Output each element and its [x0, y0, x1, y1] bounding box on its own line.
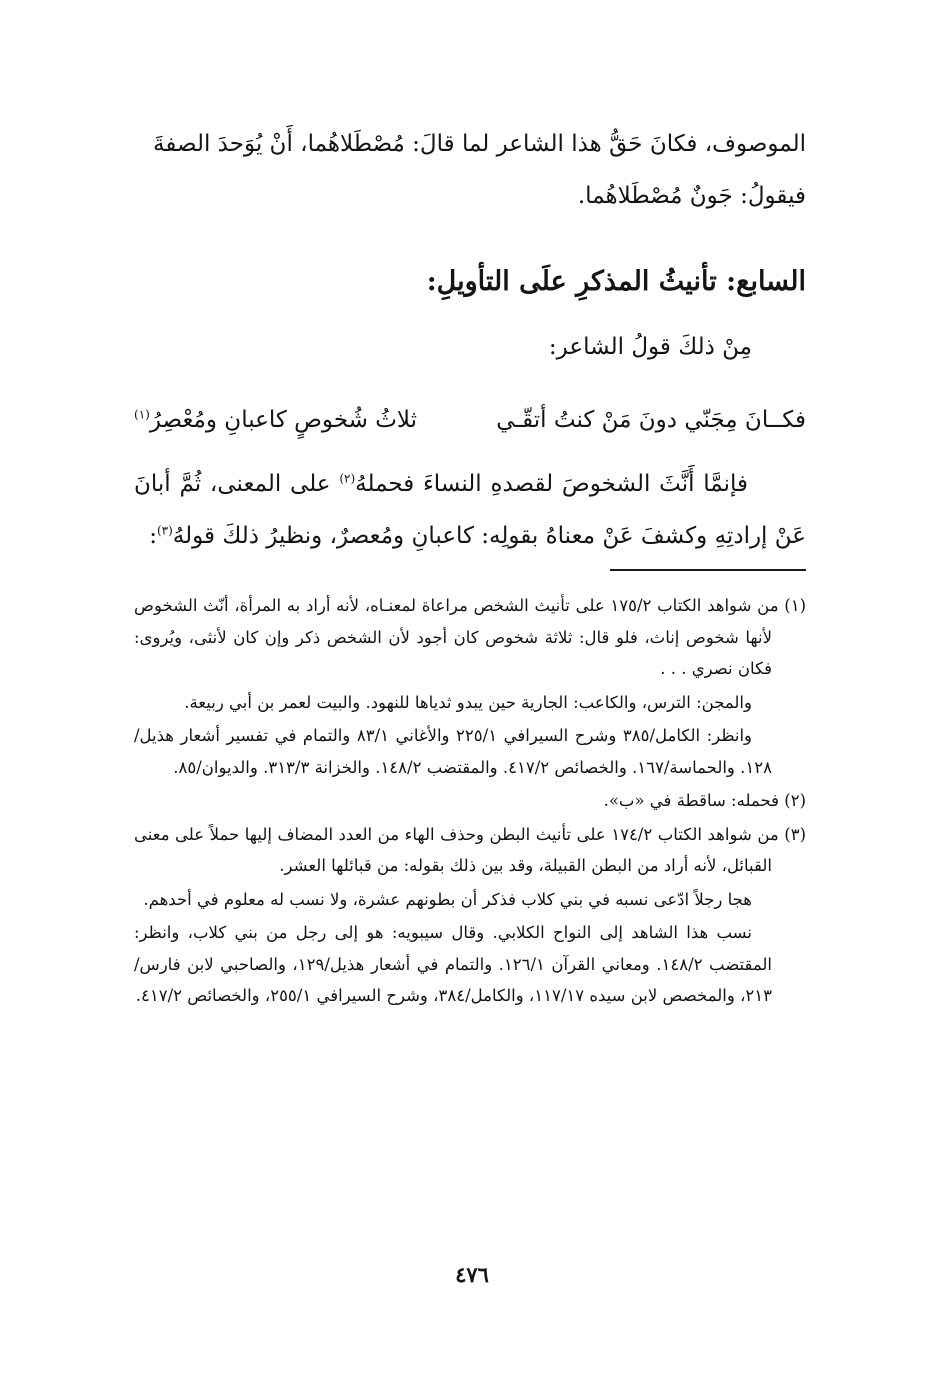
footnote-marker: (٢) — [339, 471, 356, 486]
poetry-verse — [134, 398, 806, 442]
footnote-3: (٣) من شواهد الكتاب ١٧٤/٢ على تأنيث البطن وحذف الهاء من العدد المضاف إليها حملاً على معنى القبائل، لأنه أراد من البطن القبيلة، وقد بين ذلك بقوله: من قبائلها العشر. — [134, 824, 806, 875]
footnote-1-gloss: والمجن: الترس، والكاعب: الجارية حين يبدو ثدياها للنهود. والبيت لعمر بن أبي ربيعة. — [184, 692, 752, 712]
body-line: فيقولُ: جَونٌ مُصْطَلاهُما. — [577, 183, 806, 209]
page-number: ٤٧٦ — [455, 1262, 489, 1287]
verse-first-hemistich: فكــانَ مِجَنّي دونَ مَنْ كنتُ أتقّـي — [496, 407, 806, 433]
verse-second-text: ثلاثُ شُخوصٍ كاعبانِ ومُعْصِرُ — [149, 407, 418, 433]
verse-intro: مِنْ ذلكَ قولُ الشاعر: — [548, 334, 752, 360]
body-text-span: فإنمَّا أَنَّثَ الشخوصَ لقصدهِ النساءَ فحملهُ — [355, 471, 748, 497]
footnotes — [134, 590, 806, 1014]
section-heading: السابع: تأنيثُ المذكرِ علَى التأويلِ: — [426, 266, 806, 297]
body-text-span: : — [149, 523, 157, 549]
body-text-span: على المعنى، ثُمَّ أبانَ عَنْ — [134, 471, 806, 549]
footnote-3-references: نسب هذا الشاهد إلى النواح الكلابي. وقال سيبويه: هو إلى رجل من بني كلاب، وانظر: المقتضب ١٤٨/٢. ومعاني القرآن ١٢٦/١. والتمام في أشعار هذيل/١٢٩، والصاحبي لابن فارس/٢١٣، والمخصص لابن سيده ١١٧/١٧، والكامل/٣٨٤، وشرح السيرافي ٢٥٥/١، والخصائص ٤١٧/٢. — [134, 923, 772, 1005]
footnote-1: (١) من شواهد الكتاب ١٧٥/٢ على تأنيث الشخص مراعاة لمعنـاه، لأنه أراد به المرأة، أنّث الشخوص لأنها شخوص إناث، فلو قال: ثلاثة شخوص كان أجود لأن الشخص ذكر وإن كان لأنثى، ويُروى: فكان نصري . . . — [134, 596, 807, 678]
footnote-separator — [610, 569, 806, 571]
footnote-marker: (١) — [134, 407, 150, 422]
verse-second-hemistich — [134, 398, 417, 442]
footnote-marker: (٣) — [156, 523, 173, 538]
body-text-span: إرادتِهِ وكشفَ عَنْ معناهُ بقولِه: كاعبانِ ومُعصرٌ، ونظيرُ ذلكَ قولهُ — [172, 523, 768, 549]
body-paragraph — [134, 458, 806, 562]
paragraph-explanation — [134, 458, 806, 562]
body-line: الموصوف، فكانَ حَقُّ هذا الشاعر لما قالَ: مُصْطَلاهُما، أَنْ يُوَحدَ الصفةَ — [153, 131, 806, 157]
footnote-1-references: وانظر: الكامل/٣٨٥ وشرح السيرافي ٢٢٥/١ والأغاني ٨٣/١ والتمام في تفسير أشعار هذيل/١٢٨. والحماسة/١٦٧. والخصائص ٤١٧/٢. والمقتضب ١٤٨/٢. والخزانة ٣١٣/٣. والديوان/٨٥. — [134, 726, 772, 777]
paragraph-continuation — [134, 118, 806, 222]
footnote-2: (٢) فحمله: ساقطة في «ب». — [603, 791, 806, 810]
footnote-3-context: هجا رجلاً ادّعى نسبه في بني كلاب فذكر أن بطونهم عشرة، ولا نسب له معلوم في أحدهم. — [143, 889, 752, 909]
